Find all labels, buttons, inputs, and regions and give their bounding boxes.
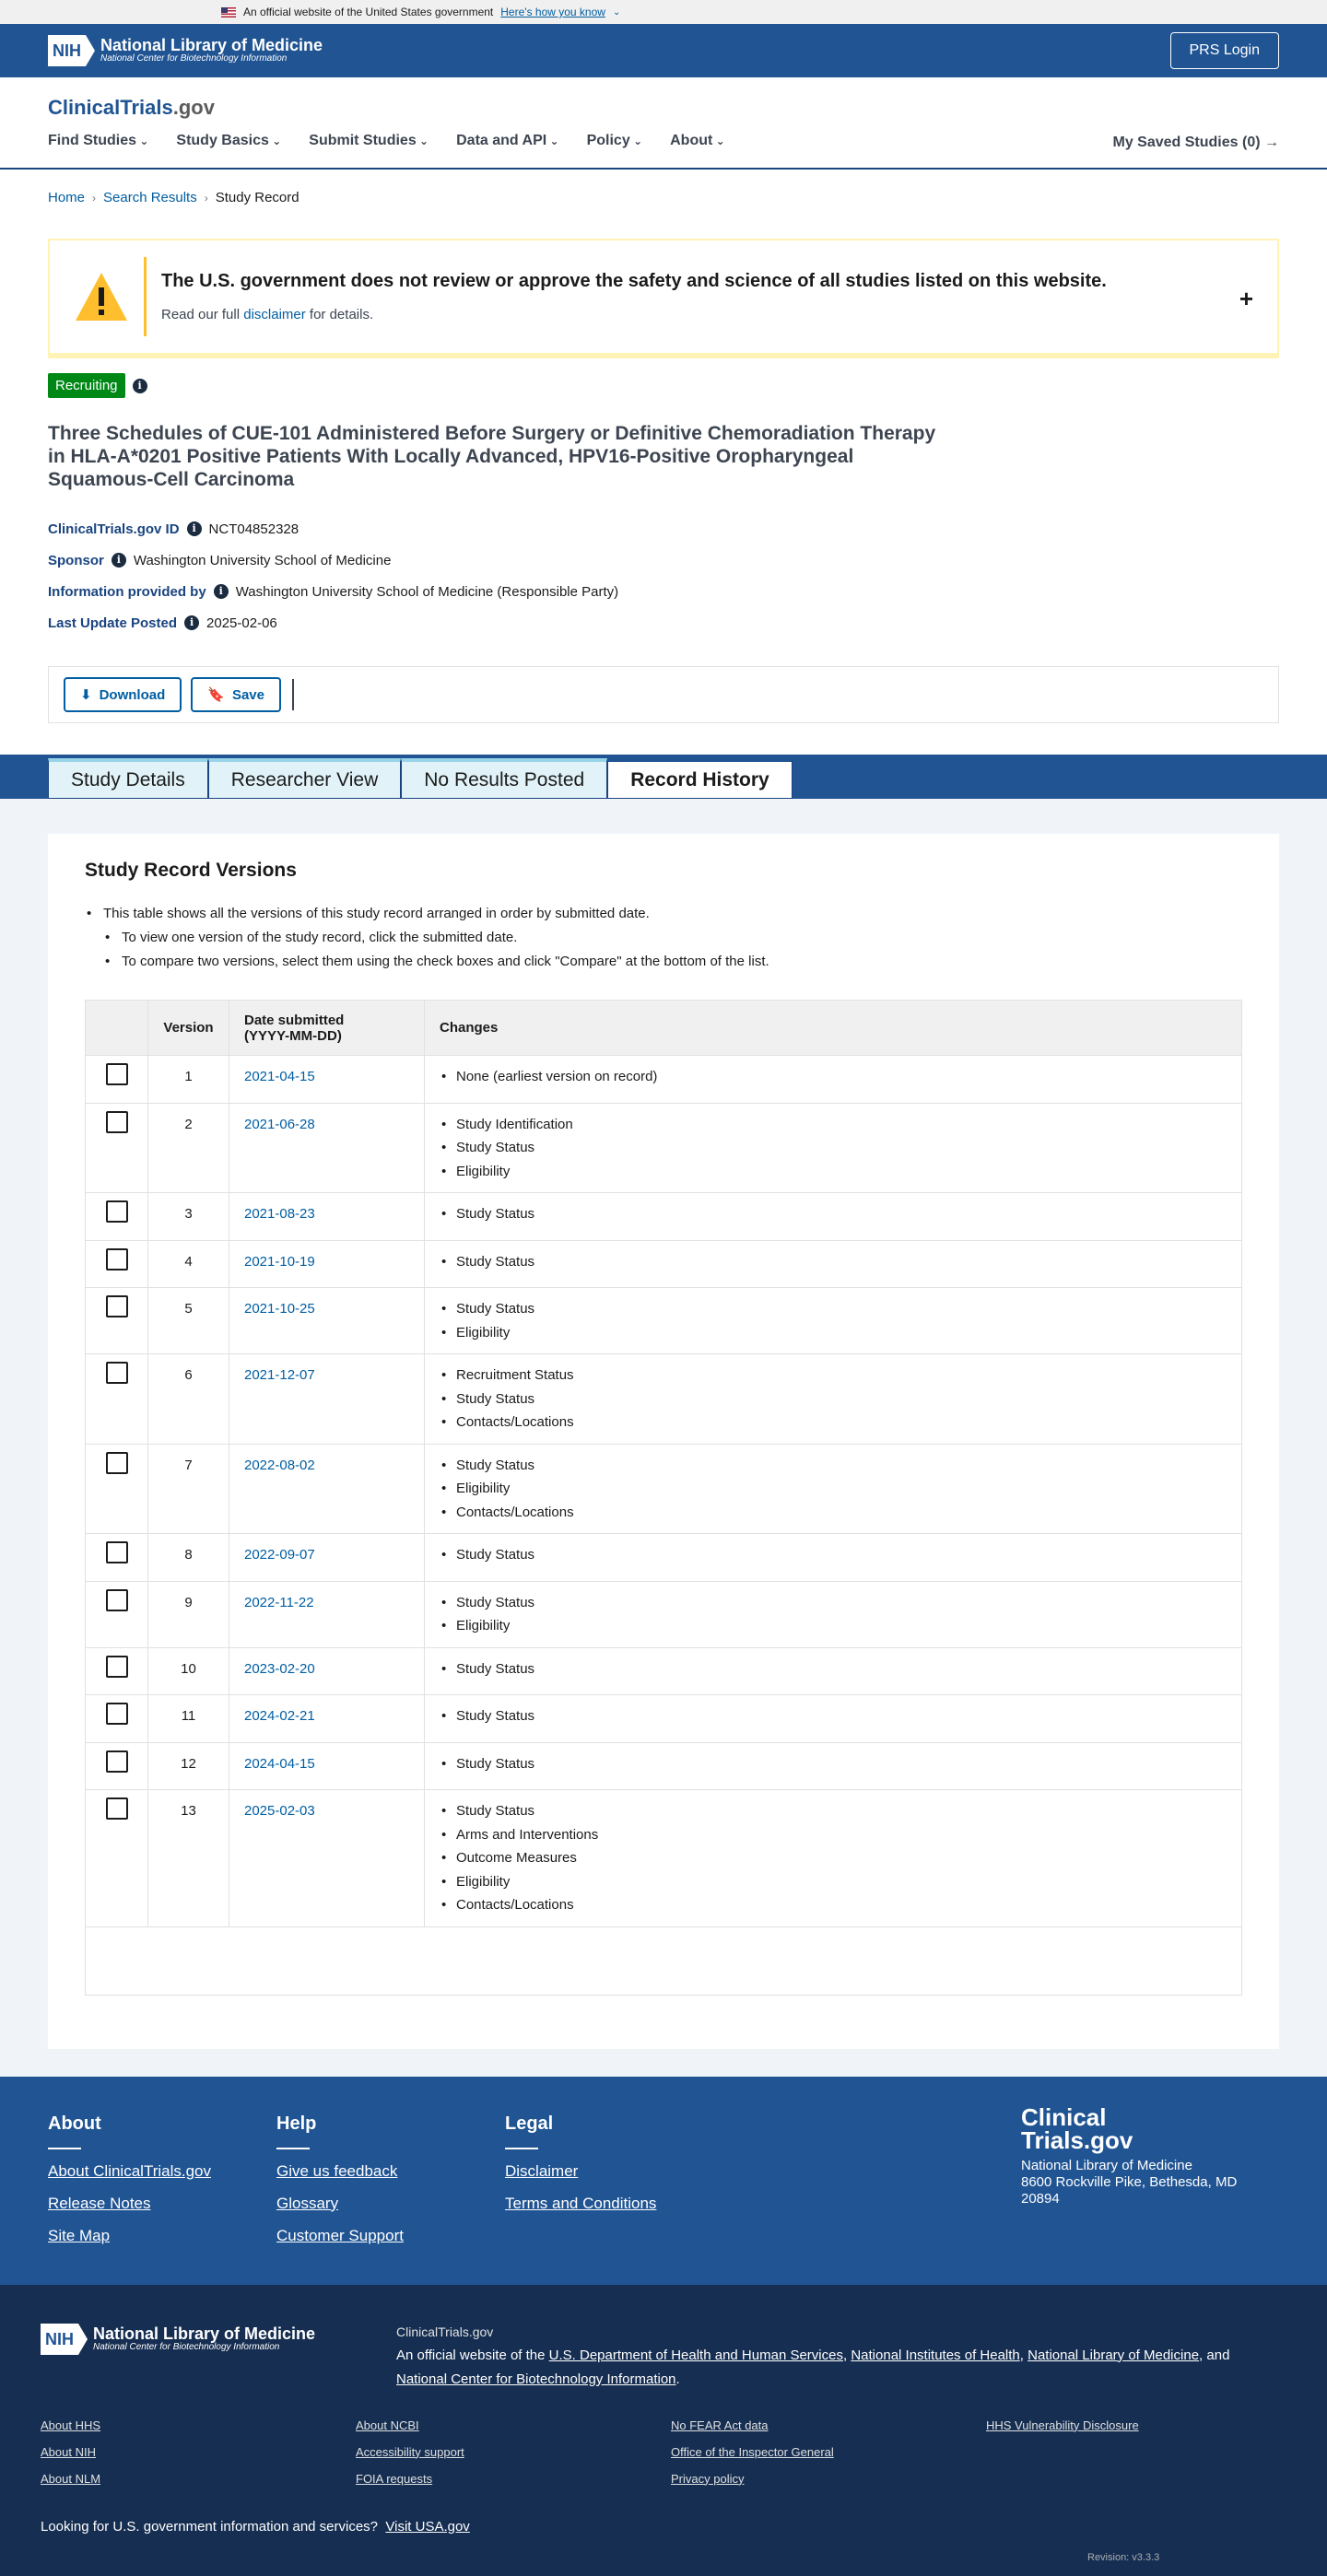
table-row xyxy=(86,1240,1242,1288)
change-item: • Study Status xyxy=(440,1454,1227,1478)
nav-about[interactable]: About ⌄ xyxy=(670,133,725,149)
changes-list xyxy=(440,1454,1227,1525)
nav-find-studies[interactable]: Find Studies ⌄ xyxy=(48,133,148,149)
version-checkbox[interactable] xyxy=(106,1063,128,1085)
change-item: • Recruitment Status xyxy=(440,1364,1227,1388)
footer-link-about-ncbi[interactable]: About NCBI xyxy=(356,2418,419,2432)
version-date-link[interactable]: 2025-02-03 xyxy=(244,1803,315,1819)
version-checkbox[interactable] xyxy=(106,1541,128,1563)
change-item: • Study Status xyxy=(440,1543,1227,1567)
version-number: 8 xyxy=(148,1534,229,1582)
changes-list xyxy=(440,1543,1227,1567)
version-date-link[interactable]: 2021-06-28 xyxy=(244,1116,315,1132)
table-row xyxy=(86,1695,1242,1743)
warning-icon xyxy=(74,271,129,322)
change-item: • Eligibility xyxy=(440,1614,1227,1638)
table-row xyxy=(86,1354,1242,1445)
provided-by-label: Information provided by xyxy=(48,583,206,600)
table-row xyxy=(86,1742,1242,1790)
nav-policy[interactable]: Policy ⌄ xyxy=(587,133,643,149)
last-update-label: Last Update Posted xyxy=(48,615,178,631)
usa-gov-line: Looking for U.S. government information and services? Visit USA.gov xyxy=(41,2518,470,2535)
version-checkbox[interactable] xyxy=(106,1295,128,1317)
download-button[interactable]: ⬇ Download xyxy=(64,677,182,712)
version-number: 3 xyxy=(148,1193,229,1241)
version-number: 2 xyxy=(148,1103,229,1193)
changes-list xyxy=(440,1657,1227,1681)
changes-list xyxy=(440,1113,1227,1184)
tab-researcher-view[interactable]: Researcher View xyxy=(208,758,402,799)
version-checkbox[interactable] xyxy=(106,1200,128,1223)
version-date-link[interactable]: 2021-10-25 xyxy=(244,1301,315,1317)
footer-link-disclaimer[interactable]: Disclaimer xyxy=(505,2161,579,2180)
sponsor-value: Washington University School of Medicine xyxy=(133,552,392,568)
version-date-link[interactable]: 2024-02-21 xyxy=(244,1708,315,1724)
status-badge: Recruiting xyxy=(48,373,125,398)
change-item: • Study Status xyxy=(440,1704,1227,1728)
change-item: • Eligibility xyxy=(440,1321,1227,1345)
version-checkbox[interactable] xyxy=(106,1248,128,1270)
version-checkbox[interactable] xyxy=(106,1589,128,1611)
chevron-down-icon: ⌄ xyxy=(612,6,621,18)
study-meta xyxy=(0,491,1327,638)
breadcrumb-current: Study Record xyxy=(215,190,299,205)
breadcrumb-home[interactable]: Home xyxy=(48,190,86,205)
id-value: NCT04852328 xyxy=(208,521,299,537)
chevron-right-icon: › xyxy=(92,191,97,205)
table-row xyxy=(86,1581,1242,1647)
footer-legal: Legal Disclaimer Terms and Conditions xyxy=(505,2113,657,2212)
download-icon: ⬇ xyxy=(80,687,92,703)
footer-official: ClinicalTrials.gov An official website of the U.S. Department of Health and Human Services, National Institutes of Health, National Library of Medicine, and National Center for Biotechnology Information. xyxy=(396,2324,1230,2387)
heres-how-you-know-link[interactable]: Here's how you know xyxy=(500,6,605,18)
change-item: • Study Status xyxy=(440,1752,1227,1776)
table-row xyxy=(86,1288,1242,1354)
expand-plus-icon[interactable]: + xyxy=(1239,285,1253,312)
footer-link-no-fear[interactable]: No FEAR Act data xyxy=(671,2418,769,2432)
arrow-right-icon: → xyxy=(1264,135,1279,150)
change-item: • Contacts/Locations xyxy=(440,1501,1227,1525)
info-icon[interactable]: i xyxy=(133,379,147,393)
us-flag-icon xyxy=(221,7,236,18)
info-icon[interactable]: i xyxy=(112,553,126,568)
table-row xyxy=(86,1103,1242,1193)
version-number: 11 xyxy=(148,1695,229,1743)
version-number: 12 xyxy=(148,1742,229,1790)
nlm-logo[interactable] xyxy=(48,35,323,66)
table-row xyxy=(86,1193,1242,1241)
nav-submit-studies[interactable]: Submit Studies ⌄ xyxy=(309,133,429,149)
version-number: 7 xyxy=(148,1444,229,1534)
info-icon[interactable]: i xyxy=(214,584,229,599)
col-changes: Changes xyxy=(425,1001,1242,1056)
site-header xyxy=(0,77,1327,170)
change-item: • Study Status xyxy=(440,1250,1227,1274)
footer-link-glossary[interactable]: Glossary xyxy=(276,2194,339,2212)
version-number: 6 xyxy=(148,1354,229,1445)
tab-no-results-posted[interactable]: No Results Posted xyxy=(401,758,607,799)
table-row xyxy=(86,1534,1242,1582)
change-item: • Outcome Measures xyxy=(440,1846,1227,1870)
versions-title: Study Record Versions xyxy=(85,860,297,881)
tab-bar xyxy=(0,755,1327,799)
nav-study-basics[interactable]: Study Basics ⌄ xyxy=(176,133,281,149)
footer-link-about[interactable]: About ClinicalTrials.gov xyxy=(48,2161,211,2180)
versions-table xyxy=(85,1000,1242,1996)
nlm-link[interactable]: National Library of Medicine xyxy=(1028,2347,1200,2363)
disclaimer-link[interactable]: disclaimer xyxy=(243,307,306,322)
my-saved-studies-link[interactable]: My Saved Studies (0) → xyxy=(1112,135,1279,150)
change-item: • Eligibility xyxy=(440,1870,1227,1894)
change-item: • Contacts/Locations xyxy=(440,1411,1227,1434)
clinicaltrials-logo[interactable]: Clinical Trials.gov xyxy=(1021,2102,1133,2154)
footer-link-terms[interactable]: Terms and Conditions xyxy=(505,2194,657,2212)
changes-list xyxy=(440,1250,1227,1274)
footer-link-oig[interactable]: Office of the Inspector General xyxy=(671,2444,834,2459)
change-item: • None (earliest version on record) xyxy=(440,1065,1227,1089)
breadcrumb xyxy=(0,170,1327,226)
changes-list xyxy=(440,1202,1227,1226)
footer-top xyxy=(0,2077,1327,2285)
version-checkbox[interactable] xyxy=(106,1452,128,1474)
changes-list xyxy=(440,1799,1227,1917)
change-item: • Study Status xyxy=(440,1388,1227,1411)
version-checkbox[interactable] xyxy=(106,1111,128,1133)
change-item: • Study Status xyxy=(440,1657,1227,1681)
version-date-link[interactable]: 2022-09-07 xyxy=(244,1547,315,1563)
breadcrumb-search-results[interactable]: Search Results xyxy=(103,190,197,205)
ncbi-subtitle: National Center for Biotechnology Information xyxy=(100,53,288,64)
footer-link-about-nlm[interactable]: About NLM xyxy=(41,2471,101,2486)
study-title: Three Schedules of CUE-101 Administered Before Surgery or Definitive Chemoradiation Therapy in HLA-A*0201 Positive Patients With Locally Advanced, HPV16-Positive Oropharyngeal Squamous-Cell Carcinoma xyxy=(48,423,936,490)
changes-list xyxy=(440,1364,1227,1434)
version-checkbox[interactable] xyxy=(106,1751,128,1773)
version-checkbox[interactable] xyxy=(106,1703,128,1725)
change-item: • Arms and Interventions xyxy=(440,1823,1227,1847)
sponsor-label: Sponsor xyxy=(48,552,104,568)
version-number: 5 xyxy=(148,1288,229,1354)
version-number: 4 xyxy=(148,1240,229,1288)
revision-text: Revision: v3.3.3 xyxy=(1087,2551,1160,2563)
disclaimer-text: Read our full disclaimer for details. xyxy=(161,307,374,322)
version-date-link[interactable]: 2021-04-15 xyxy=(244,1069,315,1084)
version-date-link[interactable]: 2023-02-20 xyxy=(244,1660,315,1677)
footer-help: Help Give us feedback Glossary Customer Support xyxy=(276,2113,404,2244)
change-item: • Study Identification xyxy=(440,1113,1227,1137)
footer-link-feedback[interactable]: Give us feedback xyxy=(276,2161,398,2180)
version-date-link[interactable]: 2024-04-15 xyxy=(244,1755,315,1772)
bookmark-icon: 🔖 xyxy=(207,687,225,703)
nlm-header xyxy=(0,24,1327,77)
change-item: • Study Status xyxy=(440,1799,1227,1823)
study-record-versions xyxy=(48,834,1279,2049)
changes-list xyxy=(440,1752,1227,1776)
footer-link-release-notes[interactable]: Release Notes xyxy=(48,2194,151,2212)
change-item: • Study Status xyxy=(440,1297,1227,1321)
nih-link[interactable]: National Institutes of Health xyxy=(851,2347,1020,2363)
change-item: • Study Status xyxy=(440,1136,1227,1160)
hhs-link[interactable]: U.S. Department of Health and Human Services xyxy=(548,2347,843,2363)
change-item: • Eligibility xyxy=(440,1160,1227,1184)
version-date-link[interactable]: 2021-12-07 xyxy=(244,1367,315,1383)
provided-by-value: Washington University School of Medicine (Responsible Party) xyxy=(235,583,619,600)
save-button[interactable]: 🔖 Save xyxy=(191,677,281,712)
footer-brand: Clinical Trials.gov National Library of Medicine 8600 Rockville Pike, Bethesda, MD 20894 xyxy=(1021,2106,1261,2207)
changes-list xyxy=(440,1704,1227,1728)
disclaimer-alert xyxy=(48,239,1279,358)
info-icon[interactable]: i xyxy=(187,521,202,536)
ncbi-link[interactable]: National Center for Biotechnology Information xyxy=(396,2371,676,2387)
version-date-link[interactable]: 2021-10-19 xyxy=(244,1253,315,1270)
table-row xyxy=(86,1647,1242,1695)
tab-record-history[interactable]: Record History xyxy=(607,758,793,799)
version-checkbox[interactable] xyxy=(106,1656,128,1678)
version-date-link[interactable]: 2021-08-23 xyxy=(244,1206,315,1222)
tab-study-details[interactable]: Study Details xyxy=(48,758,208,799)
table-row xyxy=(86,1056,1242,1104)
footer-link-accessibility[interactable]: Accessibility support xyxy=(356,2444,464,2459)
version-number: 13 xyxy=(148,1790,229,1927)
actions-bar xyxy=(48,666,1279,723)
nav-data-and-api[interactable]: Data and API ⌄ xyxy=(456,133,558,149)
gov-banner-text: An official website of the United States government xyxy=(243,6,494,18)
version-checkbox[interactable] xyxy=(106,1362,128,1384)
footer-link-site-map[interactable]: Site Map xyxy=(48,2226,111,2244)
disclaimer-title: The U.S. government does not review or approve the safety and science of all studies listed on this website. xyxy=(161,271,1107,291)
version-number: 1 xyxy=(148,1056,229,1104)
table-row xyxy=(86,1790,1242,1927)
change-item: • Study Status xyxy=(440,1202,1227,1226)
version-number: 10 xyxy=(148,1647,229,1695)
footer-about: About About ClinicalTrials.gov Release Notes Site Map xyxy=(48,2113,211,2244)
version-checkbox[interactable] xyxy=(106,1797,128,1820)
footer-link-foia[interactable]: FOIA requests xyxy=(356,2471,433,2486)
nih-mark: NIH xyxy=(48,35,86,66)
main-nav xyxy=(48,133,1279,149)
footer-link-support[interactable]: Customer Support xyxy=(276,2226,404,2244)
gov-banner xyxy=(0,0,1327,24)
last-update-value: 2025-02-06 xyxy=(206,615,277,631)
footer-link-privacy[interactable]: Privacy policy xyxy=(671,2471,745,2486)
usa-gov-link[interactable]: Visit USA.gov xyxy=(385,2518,470,2535)
changes-list xyxy=(440,1591,1227,1638)
changes-list xyxy=(440,1297,1227,1344)
table-row xyxy=(86,1444,1242,1534)
version-number: 9 xyxy=(148,1581,229,1647)
info-icon[interactable]: i xyxy=(184,615,199,630)
chevron-right-icon: › xyxy=(204,191,208,205)
prs-login-button[interactable]: PRS Login xyxy=(1170,32,1280,69)
footer-link-about-nih[interactable]: About NIH xyxy=(41,2444,96,2459)
footer-nlm-logo[interactable]: NIH National Library of Medicine National Center for Biotechnology Information xyxy=(41,2324,315,2355)
col-version: Version xyxy=(148,1001,229,1056)
footer-link-about-hhs[interactable]: About HHS xyxy=(41,2418,101,2432)
version-date-link[interactable]: 2022-08-02 xyxy=(244,1457,315,1473)
nlm-title: National Library of Medicine xyxy=(100,36,323,54)
id-label: ClinicalTrials.gov ID xyxy=(48,521,180,537)
change-item: • Eligibility xyxy=(440,1477,1227,1501)
versions-instructions: • This table shows all the versions of this study record arranged in order by submitted date. • To view one version of the study record, click the submitted date. • To compare two versions, select them using the check boxes and click "Compare" at the bottom of the list. xyxy=(85,902,1242,974)
site-logo[interactable]: ClinicalTrials.gov xyxy=(48,96,215,119)
change-item: • Study Status xyxy=(440,1591,1227,1615)
change-item: • Contacts/Locations xyxy=(440,1893,1227,1917)
footer-bottom-links xyxy=(41,2416,1262,2488)
version-date-link[interactable]: 2022-11-22 xyxy=(244,1594,314,1610)
col-date-submitted: Date submitted (YYYY-MM-DD) xyxy=(229,1001,425,1056)
footer-link-vuln-disclosure[interactable]: HHS Vulnerability Disclosure xyxy=(986,2418,1139,2432)
changes-list xyxy=(440,1065,1227,1089)
footer-bottom xyxy=(0,2285,1327,2576)
